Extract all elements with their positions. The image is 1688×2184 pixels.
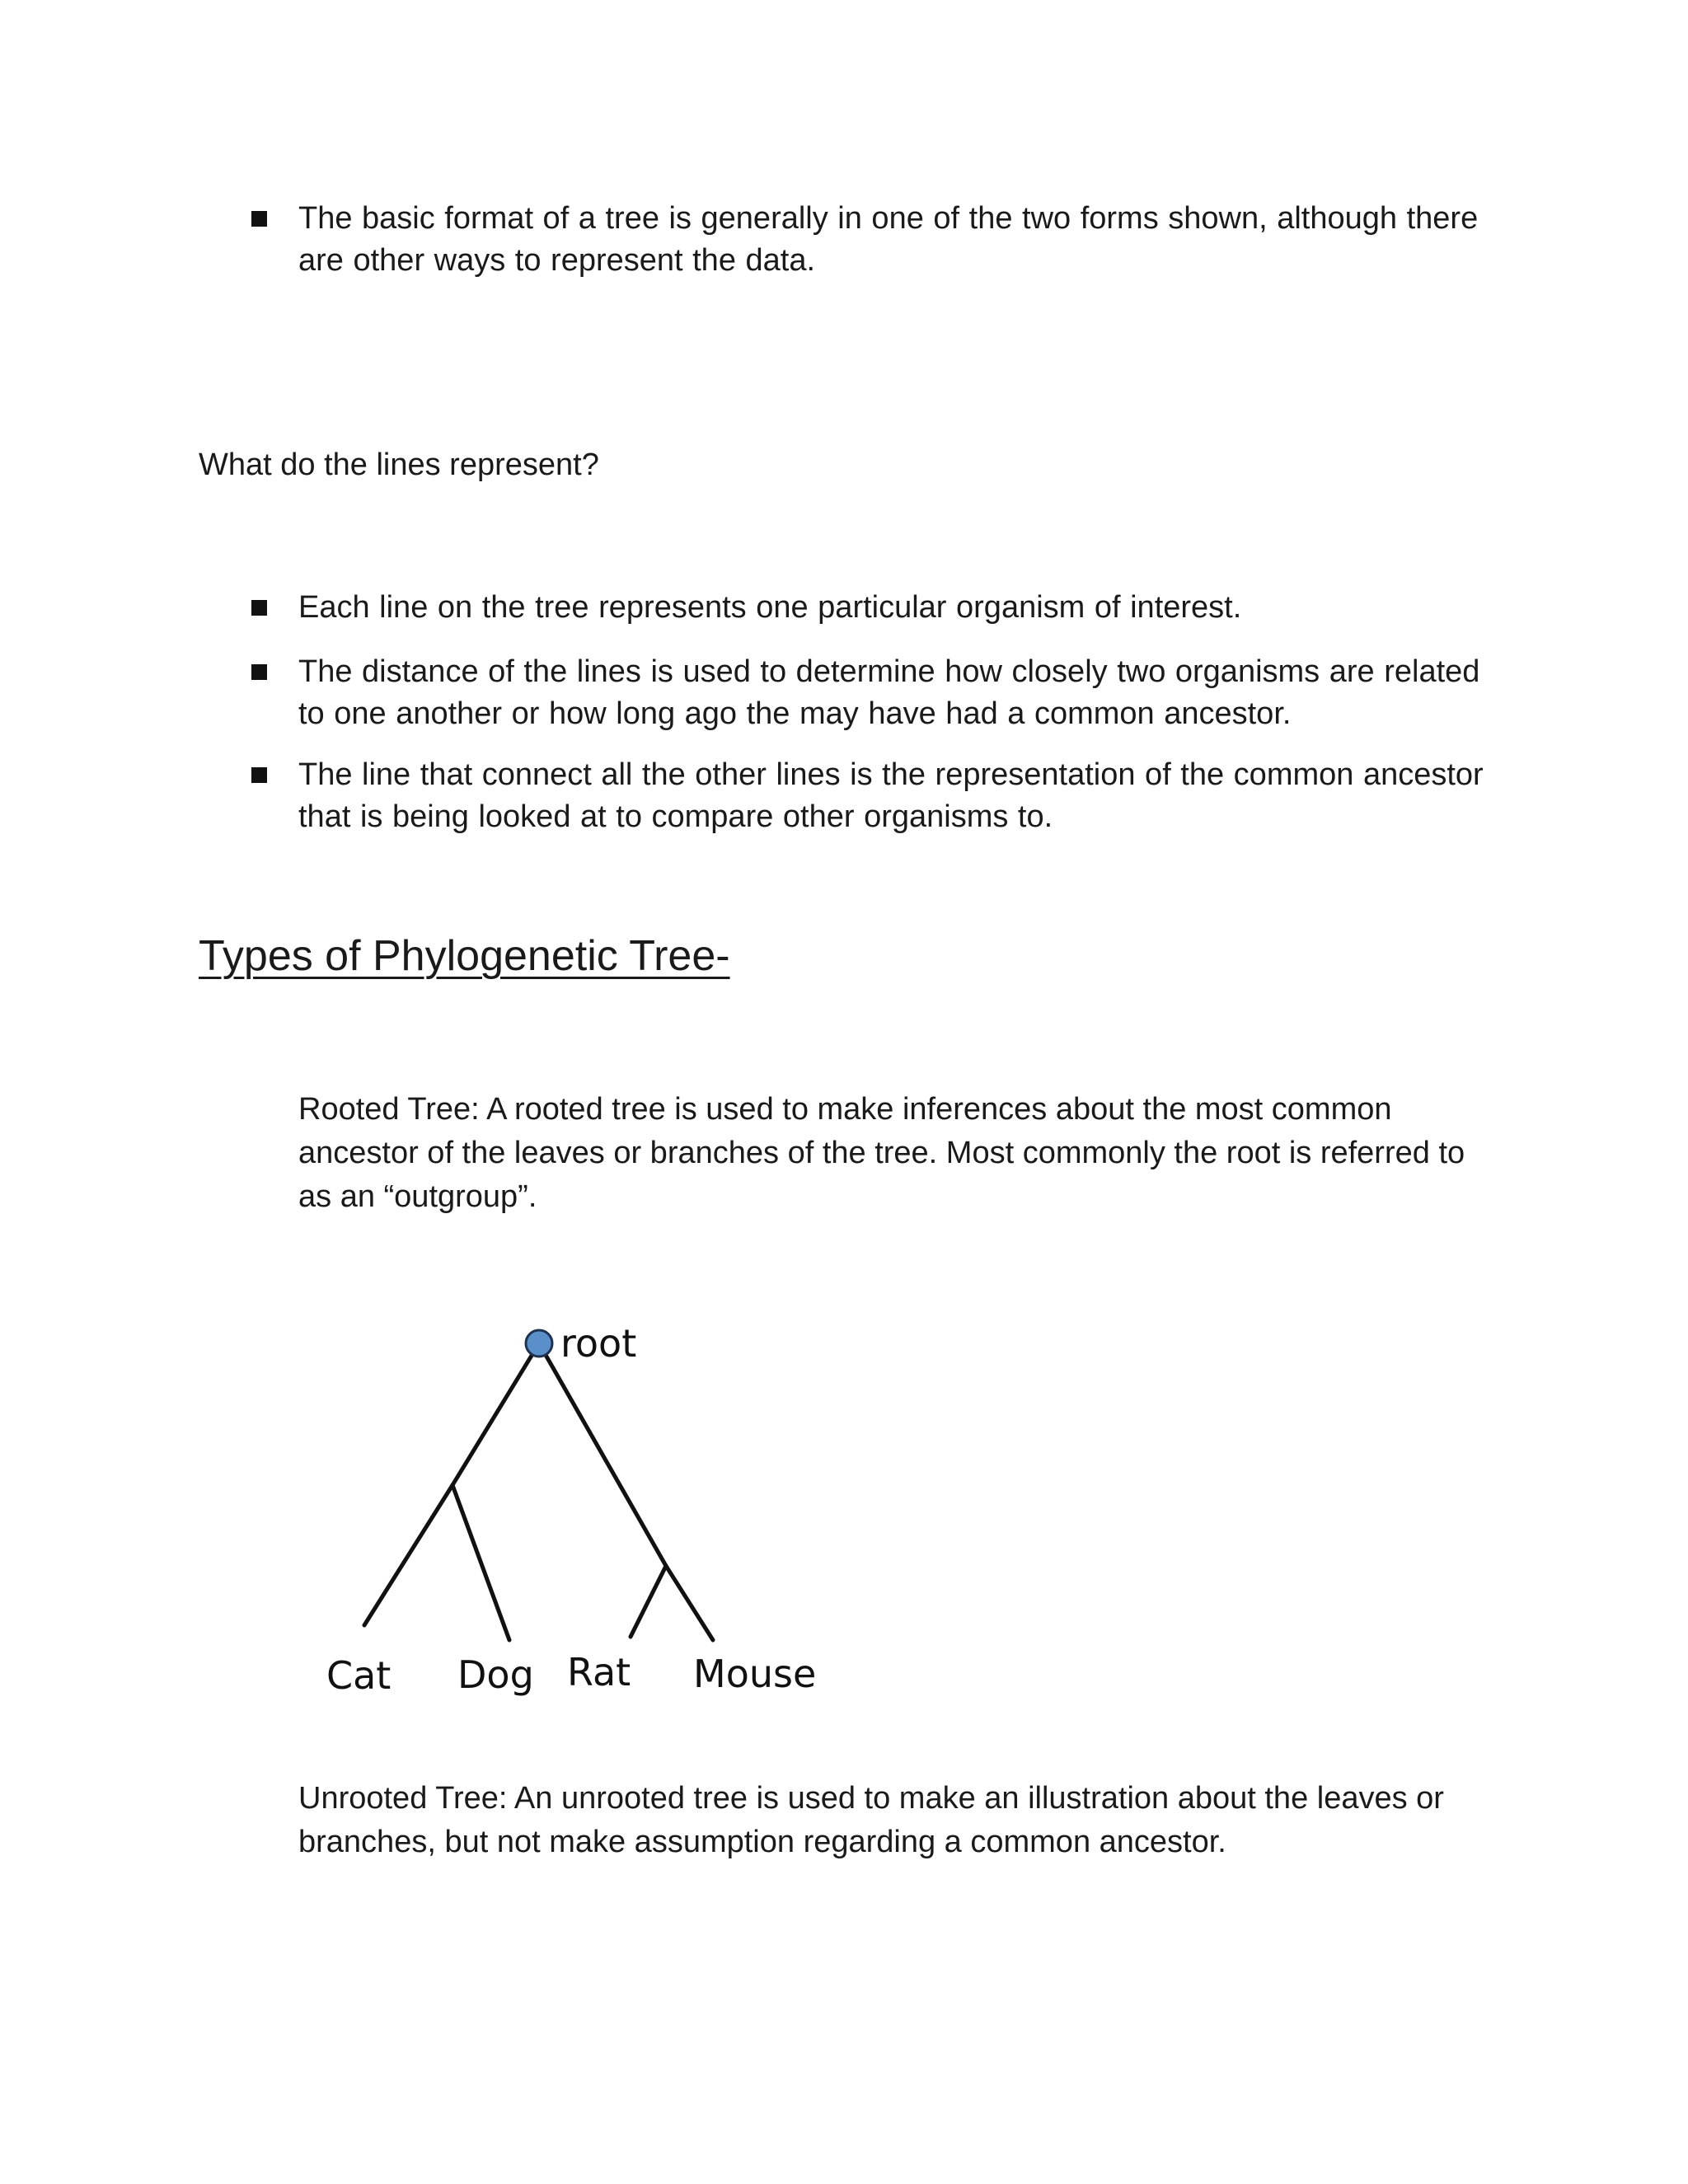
leaf-label-mouse: Mouse	[693, 1652, 817, 1696]
bullet-text: The distance of the lines is used to determine how closely two organisms are related to one another or how long ago the may have had a common ancestor.	[298, 654, 1480, 731]
bullet-item-connecting-line	[251, 754, 1488, 838]
square-bullet-icon	[251, 600, 267, 616]
leaf-label-cat: Cat	[326, 1653, 392, 1698]
leaf-label-dog: Dog	[457, 1652, 534, 1697]
root-node	[526, 1330, 552, 1357]
section-heading: Types of Phylogenetic Tree-	[199, 932, 730, 980]
bullet-item-basic-format	[251, 198, 1488, 282]
rooted-tree-diagram	[297, 1302, 874, 1722]
leaf-label-rat: Rat	[567, 1650, 631, 1694]
bullet-text: The line that connect all the other lines is the representation of the common ancestor that is being looked at to compare other organisms to.	[298, 757, 1484, 834]
question-text: What do the lines represent?	[199, 448, 599, 482]
branch-root-left	[452, 1343, 539, 1485]
bullet-item-each-line	[251, 587, 1488, 629]
branch-root-right	[539, 1343, 666, 1566]
bullet-item-distance	[251, 651, 1488, 735]
branch-right-mouse	[666, 1566, 713, 1640]
bullet-text: Each line on the tree represents one particular organism of interest.	[298, 590, 1242, 625]
square-bullet-icon	[251, 664, 267, 680]
branch-right-rat	[631, 1566, 666, 1637]
rooted-tree-paragraph: Rooted Tree: A rooted tree is used to make inferences about the most common ancestor of the leaves or branches of the tree. Most commonly the root is referred to as an “outgroup”.	[298, 1092, 1465, 1214]
root-label: root	[560, 1321, 637, 1366]
branch-left-dog	[452, 1485, 509, 1640]
rooted-tree-svg	[297, 1302, 874, 1722]
square-bullet-icon	[251, 211, 267, 227]
unrooted-tree-paragraph: Unrooted Tree: An unrooted tree is used to make an illustration about the leaves or branches, but not make assumption regarding a common ancestor.	[298, 1781, 1444, 1859]
bullet-text: The basic format of a tree is generally in one of the two forms shown, although there are other ways to represent the data.	[298, 201, 1479, 278]
square-bullet-icon	[251, 767, 267, 783]
branch-left-cat	[364, 1485, 452, 1625]
